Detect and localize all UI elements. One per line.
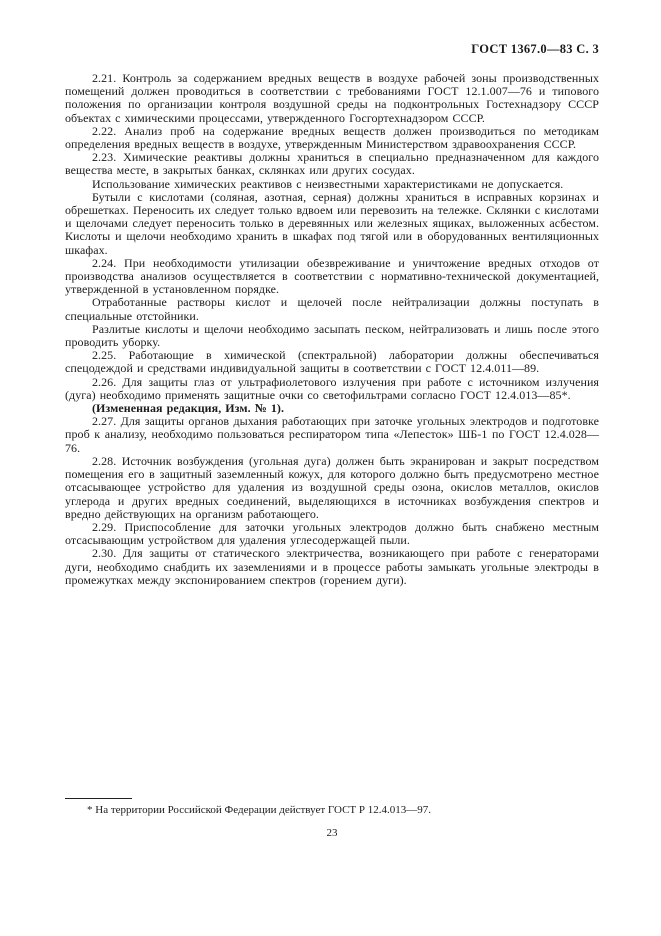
footnote-text: * На территории Российской Федерации действует ГОСТ Р 12.4.013—97.	[87, 804, 432, 816]
paragraph-reagents-note: Использование химических реактивов с неизвестными характеристиками не допускается.	[92, 176, 564, 191]
paragraph-2-23: 2.23. Химические реактивы должны храниться в специально предназначенном для каждого вещества месте, в закрытых банках, склянках или других сосудах.	[65, 150, 599, 178]
paragraph-2-27: 2.27. Для защиты органов дыхания работающих при заточке угольных электродов и подготовке проб к анализу, необходимо пользоваться респиратором типа «Лепесток» ШБ-1 по ГОСТ 12.4.028—76.	[65, 414, 599, 455]
paragraph-2-28: 2.28. Источник возбуждения (угольная дуга) должен быть экранирован и закрыт посредством помещения его в защитный заземленный кожух, для которого должно быть предусмотрено местное отсасывающее устройство для удаления из воздушной среды озона, окислов металлов, окислов углерода и других вредных соединений, выделяющихся в источниках возбуждения спектров и вредно действующих на организм работающего.	[65, 453, 599, 521]
paragraph-2-25: 2.25. Работающие в химической (спектральной) лаборатории должны обеспечиваться спецодеждой и средствами индивидуальной защиты в соответствии с ГОСТ 12.4.011—89.	[65, 348, 599, 376]
paragraph-spilled-acids: Разлитые кислоты и щелочи необходимо засыпать песком, нейтрализовать и лишь после этого проводить уборку.	[65, 321, 599, 350]
footnote-block	[65, 798, 599, 817]
paragraph-2-22: 2.22. Анализ проб на содержание вредных веществ должен производиться по методикам определения вредных веществ в воздухе, утвержденным Министерством здравоохранения СССР.	[65, 123, 599, 152]
paragraph-2-24: 2.24. При необходимости утилизации обезвреживание и уничтожение вредных отходов от производства анализов осуществляется в соответствии с нормативно-технической документацией, утвержденной в установленном порядке.	[65, 255, 599, 297]
paragraph-2-26: 2.26. Для защиты глаз от ультрафиолетового излучения при работе с источником излучения (дуга) необходимо применять защитные очки со светофильтрами согласно ГОСТ 12.4.013—85*.	[65, 374, 599, 402]
footnote-divider	[65, 798, 132, 799]
body-text	[65, 72, 599, 587]
paragraph-2-30: 2.30. Для защиты от статического электричества, возникающего при работе с генераторами дуги, необходимо снабдить их заземлениями и в процессе работы замыкать угольные электроды в промежутках между экспонированием спектров (горением дуги).	[65, 546, 599, 587]
text-block	[65, 42, 599, 587]
paragraph-spent-solutions: Отработанные растворы кислот и щелочей после нейтрализации должны поступать в специальные отстойники.	[65, 295, 599, 323]
paragraph-acid-bottles: Бутыли с кислотами (соляная, азотная, серная) должны храниться в исправных корзинах и обрешетках. Переносить их следует только вдвоем или перевозить на тележке. Склянки с кислотами и щелочами следует переносить только в деревянных или железных ящиках, выложенных асбестом. Кислоты и щелочи необходимо хранить в шкафах под тягой или в оборудованных вентиляционных шкафах.	[65, 189, 599, 257]
paragraph-2-21: 2.21. Контроль за содержанием вредных веществ в воздухе рабочей зоны производственных помещений должен проводиться в соответствии с требованиями ГОСТ 12.1.007—76 и типового положения по организации контроля воздушной среды на подконтрольных Гостехнадзору СССР объектах с химическими процессами, утвержденного Госгортехнадзором СССР.	[65, 71, 599, 125]
page-header-standard-number: ГОСТ 1367.0—83 С. 3	[471, 42, 599, 56]
page-number: 23	[326, 827, 338, 839]
paragraph-amendment-note: (Измененная редакция, Изм. № 1).	[92, 401, 285, 416]
paragraph-2-29: 2.29. Приспособление для заточки угольных электродов должно быть снабжено местным отсасывающим устройством для удаления углесодержащей пыли.	[65, 519, 599, 548]
